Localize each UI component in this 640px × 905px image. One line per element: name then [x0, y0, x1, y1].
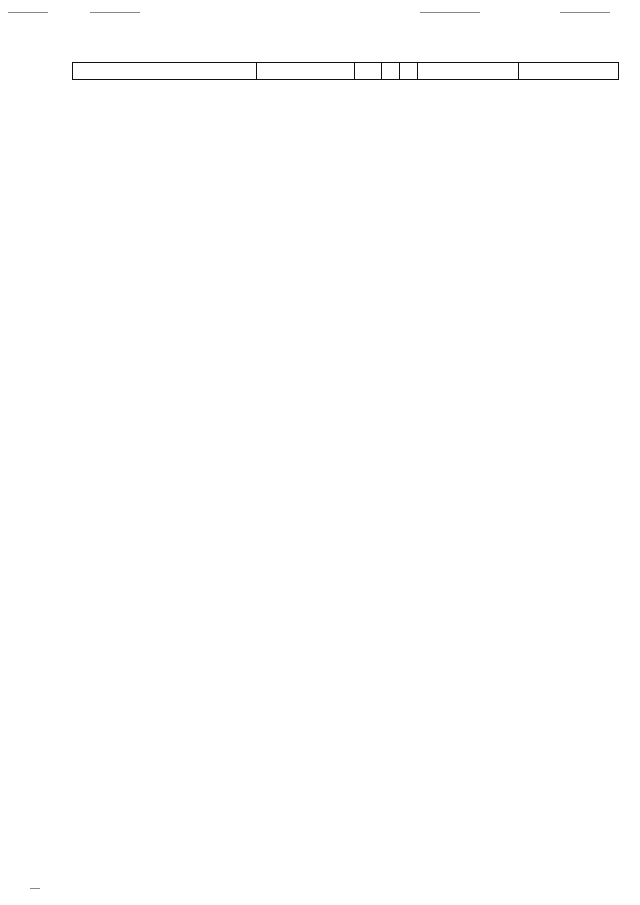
scan-mark — [560, 12, 610, 13]
scan-mark — [90, 12, 140, 13]
header-col-6 — [417, 63, 518, 79]
header-col-3 — [354, 63, 381, 79]
header-col-2 — [256, 63, 354, 79]
header-col-4 — [381, 63, 399, 79]
header-col-5 — [399, 63, 417, 79]
scan-mark — [420, 12, 480, 13]
scan-mark — [30, 888, 40, 889]
header-col-1 — [73, 63, 256, 79]
table-header — [72, 62, 619, 80]
scan-mark — [8, 12, 48, 13]
header-col-7 — [518, 63, 618, 79]
